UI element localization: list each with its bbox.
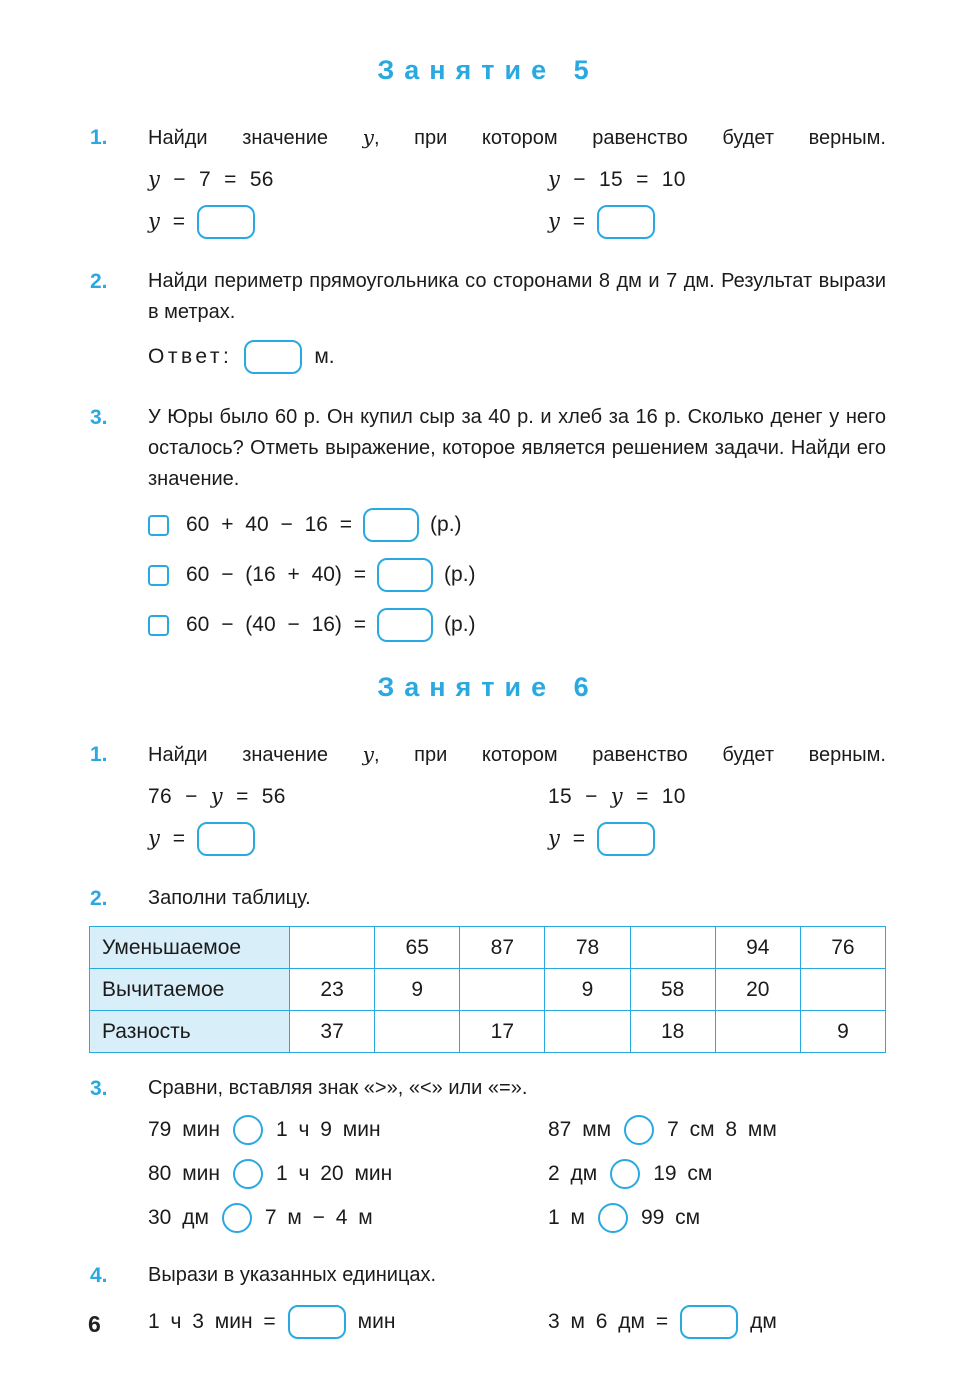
eq-pre: 76 − (148, 785, 211, 808)
problem-number: 1. (90, 126, 108, 149)
eq-variable: y (548, 167, 561, 191)
sign-circle[interactable] (233, 1159, 263, 1189)
table-row-minuend (90, 927, 886, 969)
text-part: , при котором равенство будет верным. (373, 744, 886, 766)
problem-number: 2. (90, 270, 108, 293)
comparison-left (148, 1156, 548, 1192)
problem-text: Заполни таблицу. (148, 887, 311, 909)
answer-option (148, 505, 886, 545)
text-part: Найди значение (148, 127, 363, 149)
unit-label: (р.) (444, 563, 476, 586)
problem-body (148, 739, 886, 859)
problem-text: Найди периметр прямоугольника со сторонами 8 дм и 7 дм. Результат вырази в метрах. (148, 270, 886, 323)
eq-rest: = 56 (222, 785, 286, 808)
eq-pre: 15 − (548, 785, 611, 808)
comparison-row (148, 1156, 886, 1192)
eq-variable: y (210, 784, 223, 808)
answer-box[interactable] (363, 508, 419, 542)
eq-rest: = 10 (622, 785, 686, 808)
variable: y (362, 125, 374, 149)
table-cell[interactable] (290, 927, 375, 969)
table-cell: 94 (715, 927, 800, 969)
sign-circle[interactable] (610, 1159, 640, 1189)
answer-variable: y (148, 209, 160, 233)
answer-variable: y (548, 209, 560, 233)
problem-text (148, 739, 886, 771)
table-cell: 9 (545, 969, 630, 1011)
table-cell: 9 (800, 1011, 885, 1053)
answer-variable: y (548, 826, 560, 850)
comparison-row (148, 1200, 886, 1236)
lesson6-problem4 (90, 1260, 886, 1343)
comparison-left (148, 1200, 548, 1236)
answer-box[interactable] (597, 205, 655, 239)
problem-number: 3. (90, 406, 108, 429)
table-cell: 37 (290, 1011, 375, 1053)
lesson5-problem3 (90, 402, 886, 645)
equation-column-left (148, 781, 548, 859)
sign-circle[interactable] (222, 1203, 252, 1233)
equation-column-left (148, 164, 548, 242)
checkbox[interactable] (148, 515, 169, 536)
value-a: 2 дм (548, 1162, 598, 1185)
table-cell: 23 (290, 969, 375, 1011)
answer-variable: y (148, 826, 160, 850)
problem-body (148, 402, 886, 645)
eq-rest: − 15 = 10 (560, 168, 686, 191)
sign-circle[interactable] (598, 1203, 628, 1233)
table-cell: 78 (545, 927, 630, 969)
table-cell: 18 (630, 1011, 715, 1053)
answer-option (148, 555, 886, 595)
problem-number: 3. (90, 1077, 108, 1100)
equation-column-right (548, 164, 886, 242)
text-part: , при котором равенство будет верным. (373, 127, 886, 149)
equation (148, 781, 548, 812)
table-cell[interactable] (545, 1011, 630, 1053)
problem-text (148, 122, 886, 154)
text-part: Найди значение (148, 744, 363, 766)
lesson5-problem2 (90, 266, 886, 378)
answer-box[interactable] (288, 1305, 346, 1339)
table-cell: 58 (630, 969, 715, 1011)
equation (148, 164, 548, 195)
table-cell: 65 (375, 927, 460, 969)
equation (548, 781, 886, 812)
lesson6-problem1 (90, 739, 886, 859)
checkbox[interactable] (148, 565, 169, 586)
answer-box[interactable] (197, 205, 255, 239)
answer-row (148, 336, 886, 378)
table-cell[interactable] (715, 1011, 800, 1053)
comparison-right (548, 1156, 886, 1192)
equations-columns (148, 164, 886, 242)
equations-columns (148, 781, 886, 859)
expression: 60 − (16 + 40) = (186, 563, 367, 586)
value-b: 1 ч 9 мин (275, 1118, 381, 1141)
equation-column-right (548, 781, 886, 859)
lesson6-problem2 (90, 883, 886, 914)
row-label: Уменьшаемое (90, 927, 290, 969)
problem-number: 1. (90, 743, 108, 766)
unit-label: (р.) (430, 513, 462, 536)
value-a: 79 мин (148, 1118, 220, 1141)
table-cell: 9 (375, 969, 460, 1011)
value-a: 87 мм (548, 1118, 612, 1141)
problem-body (148, 122, 886, 242)
lesson5-title: Занятие 5 (377, 55, 599, 85)
answer-line (148, 201, 548, 242)
equals-sign: = (159, 210, 185, 233)
answer-box[interactable] (377, 558, 433, 592)
value-b: 1 ч 20 мин (275, 1162, 393, 1185)
answer-box[interactable] (244, 340, 302, 374)
comparison-left (148, 1112, 548, 1148)
unit-label: (р.) (444, 613, 476, 636)
comparison-right (548, 1200, 886, 1236)
value-a: 1 м (548, 1206, 585, 1229)
table-cell: 76 (800, 927, 885, 969)
problem-body (148, 266, 886, 378)
value-b: 99 см (640, 1206, 701, 1229)
value-a: 80 мин (148, 1162, 220, 1185)
problem-number: 4. (90, 1264, 108, 1287)
variable: y (362, 742, 374, 766)
checkbox[interactable] (148, 615, 169, 636)
table-cell: 87 (460, 927, 545, 969)
expression: 60 − (40 − 16) = (186, 613, 367, 636)
comparison-right (548, 1112, 886, 1148)
equals-sign: = (559, 827, 585, 850)
sign-circle[interactable] (233, 1115, 263, 1145)
table-cell[interactable] (630, 927, 715, 969)
expression: 1 ч 3 мин = (148, 1310, 276, 1333)
table-cell[interactable] (375, 1011, 460, 1053)
answer-box[interactable] (680, 1305, 738, 1339)
answer-option (148, 605, 886, 645)
answer-box[interactable] (377, 608, 433, 642)
value-b: 7 м − 4 м (264, 1206, 373, 1229)
conversion-row (148, 1301, 886, 1343)
comparison-row (148, 1112, 886, 1148)
unit-label: мин (357, 1310, 396, 1333)
conversion-right (548, 1301, 886, 1343)
value-a: 30 дм (148, 1206, 209, 1229)
expression: 3 м 6 дм = (548, 1310, 669, 1333)
unit-label: дм (750, 1310, 777, 1333)
answer-box[interactable] (197, 822, 255, 856)
table-row-subtrahend (90, 969, 886, 1011)
conversion-left (148, 1301, 548, 1343)
problem-body (148, 1260, 886, 1343)
answer-line (148, 818, 548, 859)
problem-body (148, 1073, 886, 1236)
eq-variable: y (610, 784, 623, 808)
value-b: 7 см 8 мм (667, 1118, 777, 1141)
lesson6-title: Занятие 6 (377, 672, 599, 702)
problem-text: Вырази в указанных единицах. (148, 1264, 437, 1286)
eq-variable: y (148, 167, 161, 191)
equals-sign: = (159, 827, 185, 850)
table-row-difference (90, 1011, 886, 1053)
row-label: Разность (90, 1011, 290, 1053)
page-number: 6 (88, 1311, 101, 1337)
table-cell: 17 (460, 1011, 545, 1053)
answer-line (548, 201, 886, 242)
table-cell: 20 (715, 969, 800, 1011)
problem-text: Сравни, вставляя знак «>», «<» или «=». (148, 1077, 528, 1099)
table-cell[interactable] (460, 969, 545, 1011)
answer-label: Ответ: (148, 345, 233, 368)
value-b: 19 см (653, 1162, 713, 1185)
lesson5-problem1 (90, 122, 886, 242)
unit-label: м. (314, 345, 335, 368)
equation (548, 164, 886, 195)
eq-rest: − 7 = 56 (160, 168, 274, 191)
table-cell[interactable] (800, 969, 885, 1011)
subtraction-table (89, 926, 886, 1053)
problem-text: У Юры было 60 р. Он купил сыр за 40 р. и хлеб за 16 р. Сколько денег у него осталось? Отметь выражение, которое является решением задачи. Найди его значение. (148, 406, 886, 490)
answer-line (548, 818, 886, 859)
lesson6-problem3 (90, 1073, 886, 1236)
sign-circle[interactable] (624, 1115, 654, 1145)
problem-number: 2. (90, 887, 108, 910)
problem-body (148, 883, 886, 914)
expression: 60 + 40 − 16 = (186, 513, 353, 536)
answer-box[interactable] (597, 822, 655, 856)
equals-sign: = (559, 210, 585, 233)
row-label: Вычитаемое (90, 969, 290, 1011)
